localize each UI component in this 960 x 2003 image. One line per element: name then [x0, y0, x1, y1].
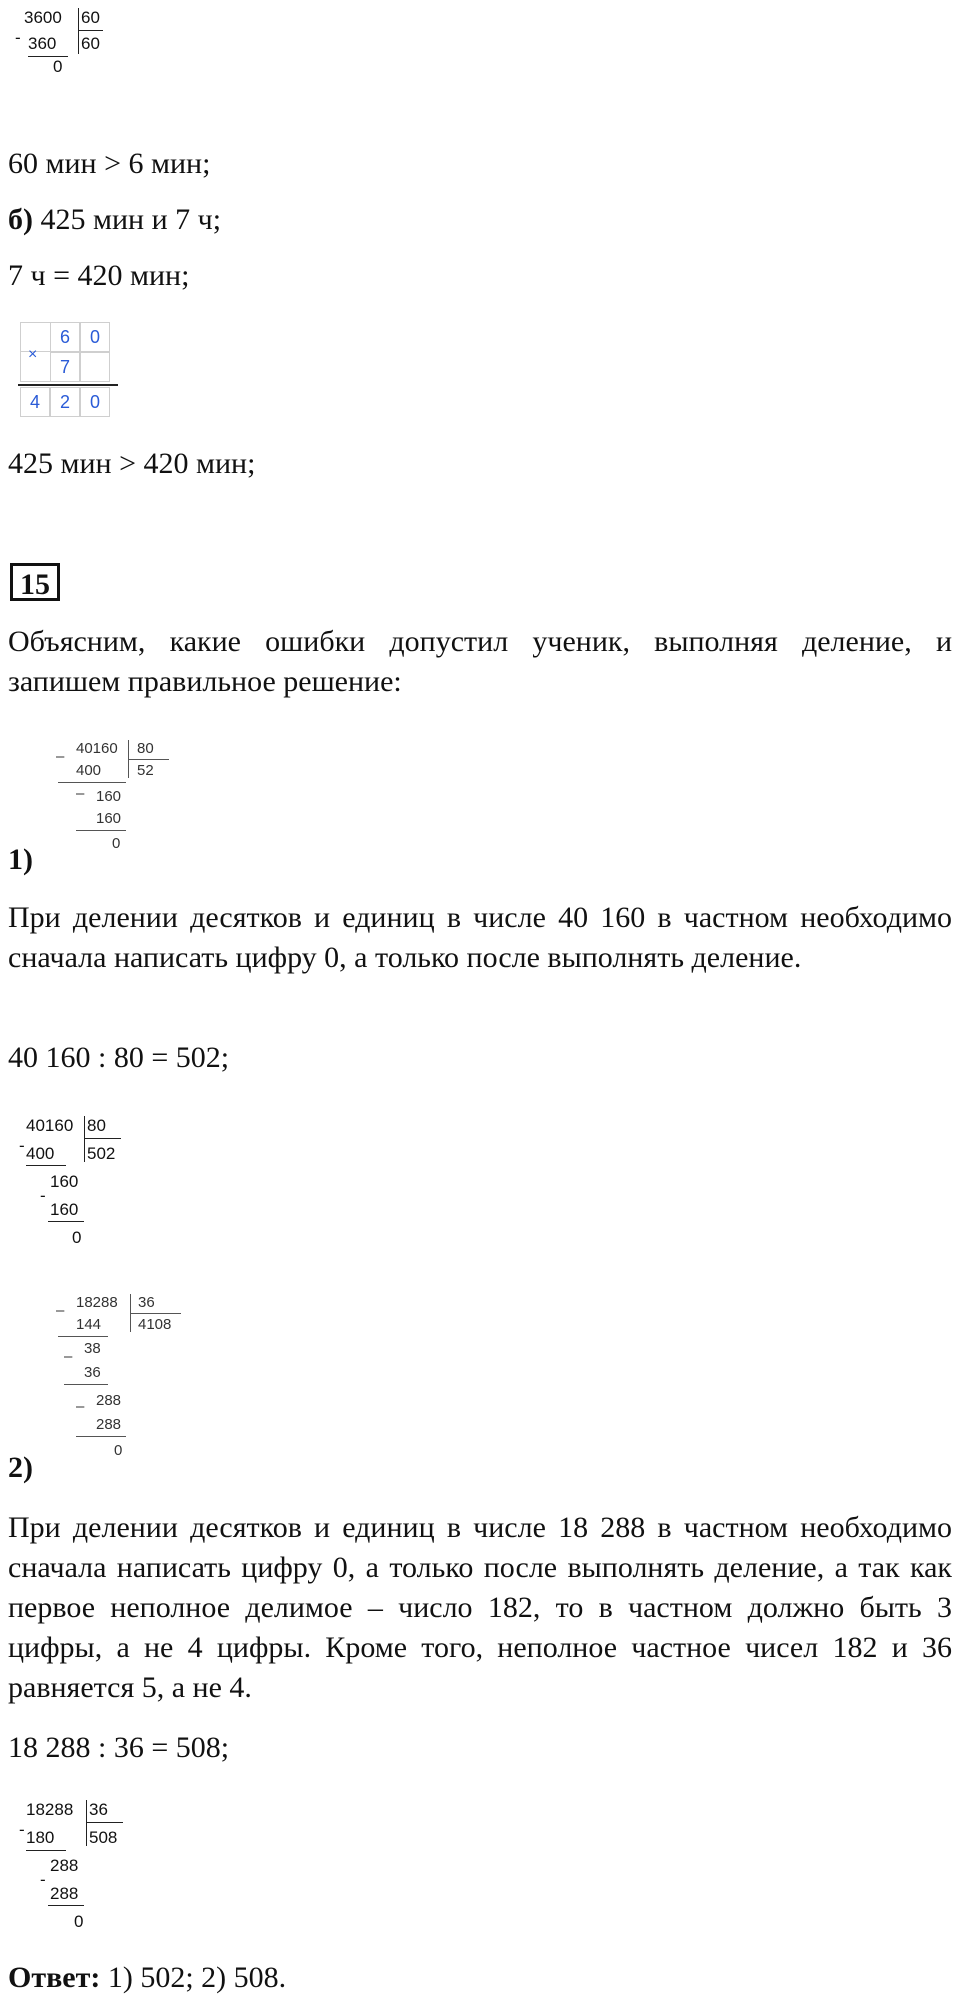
- task-intro: Объясним, какие ошибки допустил ученик, выполняя деление, и запишем правильное решение:: [8, 625, 952, 698]
- minus-sign: -: [40, 1870, 46, 1889]
- partial-dividend: 288: [50, 1856, 79, 1875]
- result-line: [64, 1384, 108, 1385]
- division-bar: [84, 1116, 85, 1162]
- dividend: 18288: [76, 1294, 118, 1311]
- subtrahend: 180: [26, 1828, 55, 1847]
- comparison-line-2: 425 мин > 420 мин;: [8, 447, 256, 480]
- dividend: 40160: [76, 740, 118, 757]
- answer-label: Ответ:: [8, 1961, 101, 1994]
- subtrahend: 160: [96, 810, 122, 827]
- item-b-text: 425 мин и 7 ч;: [33, 203, 222, 236]
- subtrahend: 288: [50, 1884, 79, 1903]
- result-line: [76, 1436, 126, 1437]
- item-b-label: б): [8, 203, 33, 236]
- subtrahend: 36: [84, 1364, 101, 1381]
- divisor-line: [129, 759, 169, 760]
- remainder: 0: [114, 1442, 123, 1459]
- quotient: 502: [87, 1144, 116, 1163]
- subtrahend: 144: [76, 1316, 102, 1333]
- partial-dividend: 38: [84, 1340, 101, 1357]
- item-b-line: [8, 202, 221, 238]
- item-2-explanation: При делении десятков и единиц в числе 18 288 в частном необходимо сначала написать цифру 0, а только после выполнять деление, а так как первое неполное делимое – число 182, то в частном должно быть 3 цифры, а не 4 цифры. Кроме того, неполное частное чисел 182 и 36 равняется 5, а не 4.: [8, 1511, 952, 1704]
- divisor-line: [131, 1313, 181, 1314]
- result-line: [58, 782, 126, 783]
- minus-sign: –: [76, 785, 85, 802]
- mult-cell: 2: [50, 387, 80, 417]
- divisor: 60: [81, 8, 100, 27]
- quotient: 508: [89, 1828, 118, 1847]
- divisor-line: [87, 1822, 123, 1823]
- divisor-line: [85, 1138, 121, 1139]
- minus-sign: -: [19, 1136, 25, 1155]
- result-line: [26, 1165, 66, 1166]
- minus-sign: –: [76, 1398, 85, 1415]
- times-sign: ×: [28, 346, 38, 363]
- subtrahend: 288: [96, 1416, 122, 1433]
- divisor-line: [79, 30, 103, 31]
- partial-dividend: 288: [96, 1392, 122, 1409]
- divisor: 36: [138, 1294, 155, 1311]
- mult-result-line: [18, 384, 118, 386]
- result-line: [26, 1850, 66, 1851]
- quotient: 52: [137, 762, 154, 779]
- result-line: [48, 1905, 84, 1906]
- mult-cell: 0: [80, 322, 110, 352]
- task-number-box: 15: [10, 563, 60, 601]
- answer-line: [8, 1960, 286, 1996]
- item-2-equation: 18 288 : 36 = 508;: [8, 1731, 230, 1764]
- result-line: [48, 1221, 84, 1222]
- item-1-equation: 40 160 : 80 = 502;: [8, 1041, 230, 1074]
- minus-sign: –: [56, 1302, 65, 1319]
- result-line: [58, 1336, 108, 1337]
- dividend: 40160: [26, 1116, 74, 1135]
- divisor: 36: [89, 1800, 108, 1819]
- quotient: 60: [81, 34, 100, 53]
- answer-text: 1) 502; 2) 508.: [100, 1961, 287, 1994]
- comparison-line-1: 60 мин > 6 мин;: [8, 147, 211, 180]
- remainder: 0: [53, 57, 63, 76]
- remainder: 0: [74, 1912, 84, 1931]
- mult-cell: 7: [50, 352, 80, 382]
- divisor: 80: [87, 1116, 106, 1135]
- minus-sign: –: [64, 1348, 73, 1365]
- mult-cell: 0: [80, 387, 110, 417]
- division-bar: [86, 1800, 87, 1846]
- division-bar: [78, 8, 79, 54]
- dividend: 3600: [24, 8, 62, 27]
- item-1-explanation: При делении десятков и единиц в числе 40 160 в частном необходимо сначала написать цифру 0, а только после выполнять деление.: [8, 901, 952, 974]
- mult-cell: 6: [50, 322, 80, 352]
- minus-sign: -: [15, 28, 21, 47]
- mult-cell: 4: [20, 387, 50, 417]
- item-1-label: 1): [8, 843, 33, 876]
- partial-dividend: 160: [50, 1172, 79, 1191]
- remainder: 0: [112, 835, 121, 852]
- minus-sign: -: [19, 1820, 25, 1839]
- minus-sign: –: [56, 748, 65, 765]
- dividend: 18288: [26, 1800, 74, 1819]
- remainder: 0: [72, 1228, 82, 1247]
- subtrahend: 400: [26, 1144, 55, 1163]
- divisor: 80: [137, 740, 154, 757]
- result-line: [76, 830, 126, 831]
- conversion-line: 7 ч = 420 мин;: [8, 259, 190, 292]
- item-2-label: 2): [8, 1451, 33, 1484]
- subtrahend: 360: [28, 34, 57, 53]
- minus-sign: -: [40, 1186, 46, 1205]
- subtrahend: 160: [50, 1200, 79, 1219]
- subtrahend: 400: [76, 762, 102, 779]
- mult-cell: [80, 352, 110, 382]
- quotient: 4108: [138, 1316, 172, 1333]
- partial-dividend: 160: [96, 788, 122, 805]
